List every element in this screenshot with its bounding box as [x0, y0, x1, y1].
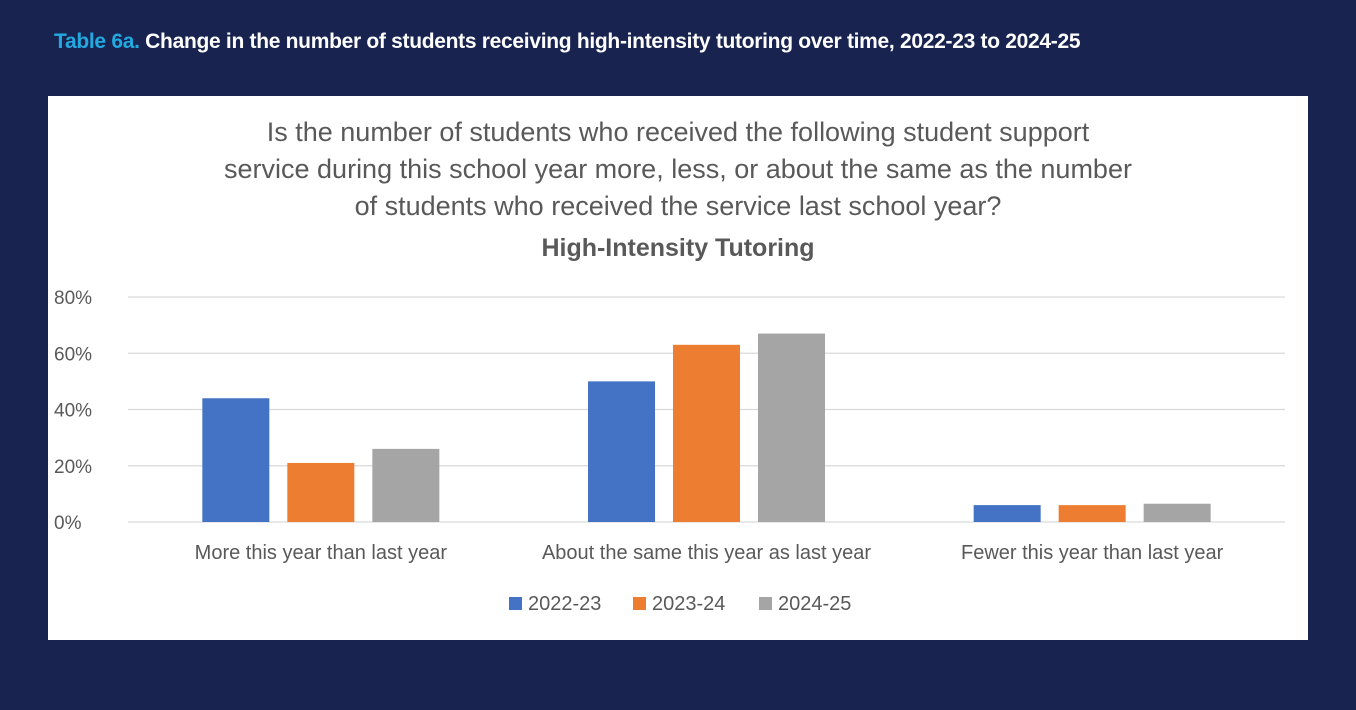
y-tick-label: 60%: [54, 344, 93, 366]
table-caption: [54, 30, 1080, 54]
x-category-label: Fewer this year than last year: [960, 542, 1224, 564]
y-axis: [54, 288, 92, 534]
legend-swatch-2023-24: [633, 597, 646, 610]
chart-titles: [224, 117, 1132, 262]
x-category-label: About the same this year as last year: [541, 542, 872, 564]
bar-2024-25-2: [1144, 504, 1211, 522]
legend-swatch-2024-25: [759, 597, 772, 610]
legend-label: 2024-25: [778, 593, 852, 615]
bar-2024-25-0: [372, 449, 439, 522]
bar-2023-24-2: [1059, 505, 1126, 522]
x-axis: [195, 542, 1224, 564]
x-category-label: More this year than last year: [194, 542, 448, 564]
y-tick-label: 80%: [54, 288, 93, 309]
bar-2022-23-1: [588, 381, 655, 522]
y-tick-label: 40%: [54, 400, 93, 422]
chart-title-line: service during this school year more, less, or about the same as the number: [224, 154, 1132, 184]
legend: [509, 593, 851, 615]
bars: [202, 334, 1210, 522]
table-title: Change in the number of students receiving high-intensity tutoring over time, 2022-23 to 2024-25: [145, 30, 1081, 53]
table-number: Table 6a.: [54, 30, 140, 53]
chart-title-line: Is the number of students who received the following student support: [266, 117, 1090, 147]
chart-panel: [48, 96, 1308, 640]
bar-2023-24-1: [673, 345, 740, 522]
bar-chart: [48, 96, 1308, 640]
bar-2022-23-0: [202, 398, 269, 522]
legend-label: 2022-23: [528, 593, 602, 615]
bar-2024-25-1: [758, 334, 825, 522]
bar-2023-24-0: [287, 463, 354, 522]
chart-subtitle: High-Intensity Tutoring: [541, 234, 815, 262]
bar-2022-23-2: [974, 505, 1041, 522]
y-tick-label: 0%: [54, 513, 82, 534]
legend-label: 2023-24: [652, 593, 726, 615]
y-tick-label: 20%: [54, 456, 93, 478]
chart-title-line: of students who received the service last school year?: [354, 191, 1002, 221]
legend-swatch-2022-23: [509, 597, 522, 610]
